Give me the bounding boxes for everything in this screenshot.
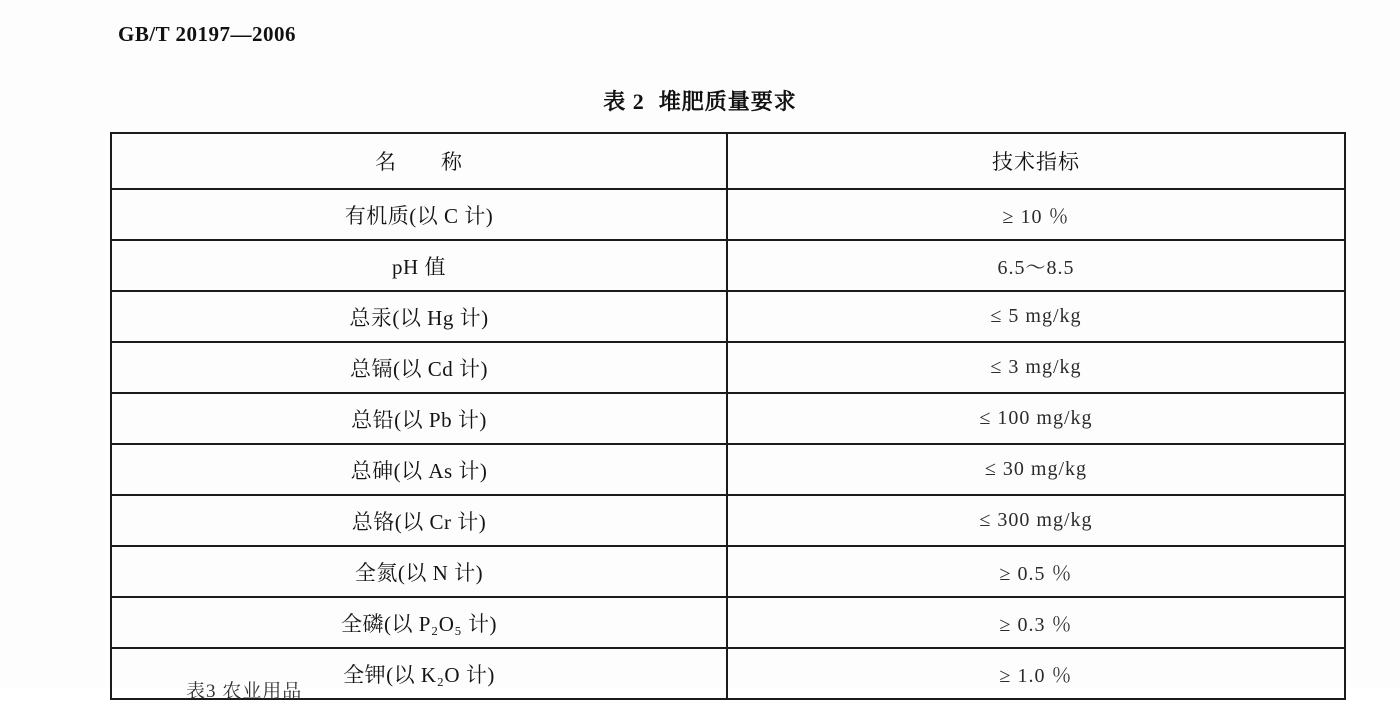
table-row xyxy=(111,546,1345,597)
row-name: 全氮(以 N 计) xyxy=(111,546,727,597)
table-row xyxy=(111,495,1345,546)
row-value: ≥ 10 ％ xyxy=(727,189,1345,240)
table-row xyxy=(111,342,1345,393)
standard-code: GB/T 20197—2006 xyxy=(118,22,297,46)
footer-partial-text: 表3 农业用品 xyxy=(186,681,303,702)
table-caption xyxy=(0,85,1400,116)
row-name: 全钾(以 K₂O 计) xyxy=(111,648,727,699)
table-row xyxy=(111,291,1345,342)
quality-table-container xyxy=(110,132,1344,700)
row-value: 6.5～8.5 xyxy=(727,240,1345,291)
table-row xyxy=(111,393,1345,444)
row-name: 全磷(以 P₂O₅ 计) xyxy=(111,597,727,648)
row-value: ≤ 30 mg/kg xyxy=(727,444,1345,495)
row-name: 总砷(以 As 计) xyxy=(111,444,727,495)
table-caption-title: 堆肥质量要求 xyxy=(658,89,797,114)
row-name: 总汞(以 Hg 计) xyxy=(111,291,727,342)
row-name: 总铬(以 Cr 计) xyxy=(111,495,727,546)
column-header-name: 名 称 xyxy=(111,133,727,189)
row-name: 总镉(以 Cd 计) xyxy=(111,342,727,393)
table-header-row xyxy=(111,133,1345,189)
row-value: ≥ 1.0 ％ xyxy=(727,648,1345,699)
row-value: ≤ 300 mg/kg xyxy=(727,495,1345,546)
row-value: ≤ 3 mg/kg xyxy=(727,342,1345,393)
row-value: ≤ 5 mg/kg xyxy=(727,291,1345,342)
row-value: ≥ 0.5 ％ xyxy=(727,546,1345,597)
row-value: ≥ 0.3 ％ xyxy=(727,597,1345,648)
table-caption-number: 表 2 xyxy=(603,89,645,114)
table-row xyxy=(111,240,1345,291)
row-name: pH 值 xyxy=(111,240,727,291)
row-name: 总铅(以 Pb 计) xyxy=(111,393,727,444)
row-value: ≤ 100 mg/kg xyxy=(727,393,1345,444)
table-row xyxy=(111,597,1345,648)
table-row xyxy=(111,189,1345,240)
table-row xyxy=(111,444,1345,495)
row-name: 有机质(以 C 计) xyxy=(111,189,727,240)
column-header-value: 技术指标 xyxy=(727,133,1345,189)
compost-quality-table xyxy=(110,132,1346,700)
